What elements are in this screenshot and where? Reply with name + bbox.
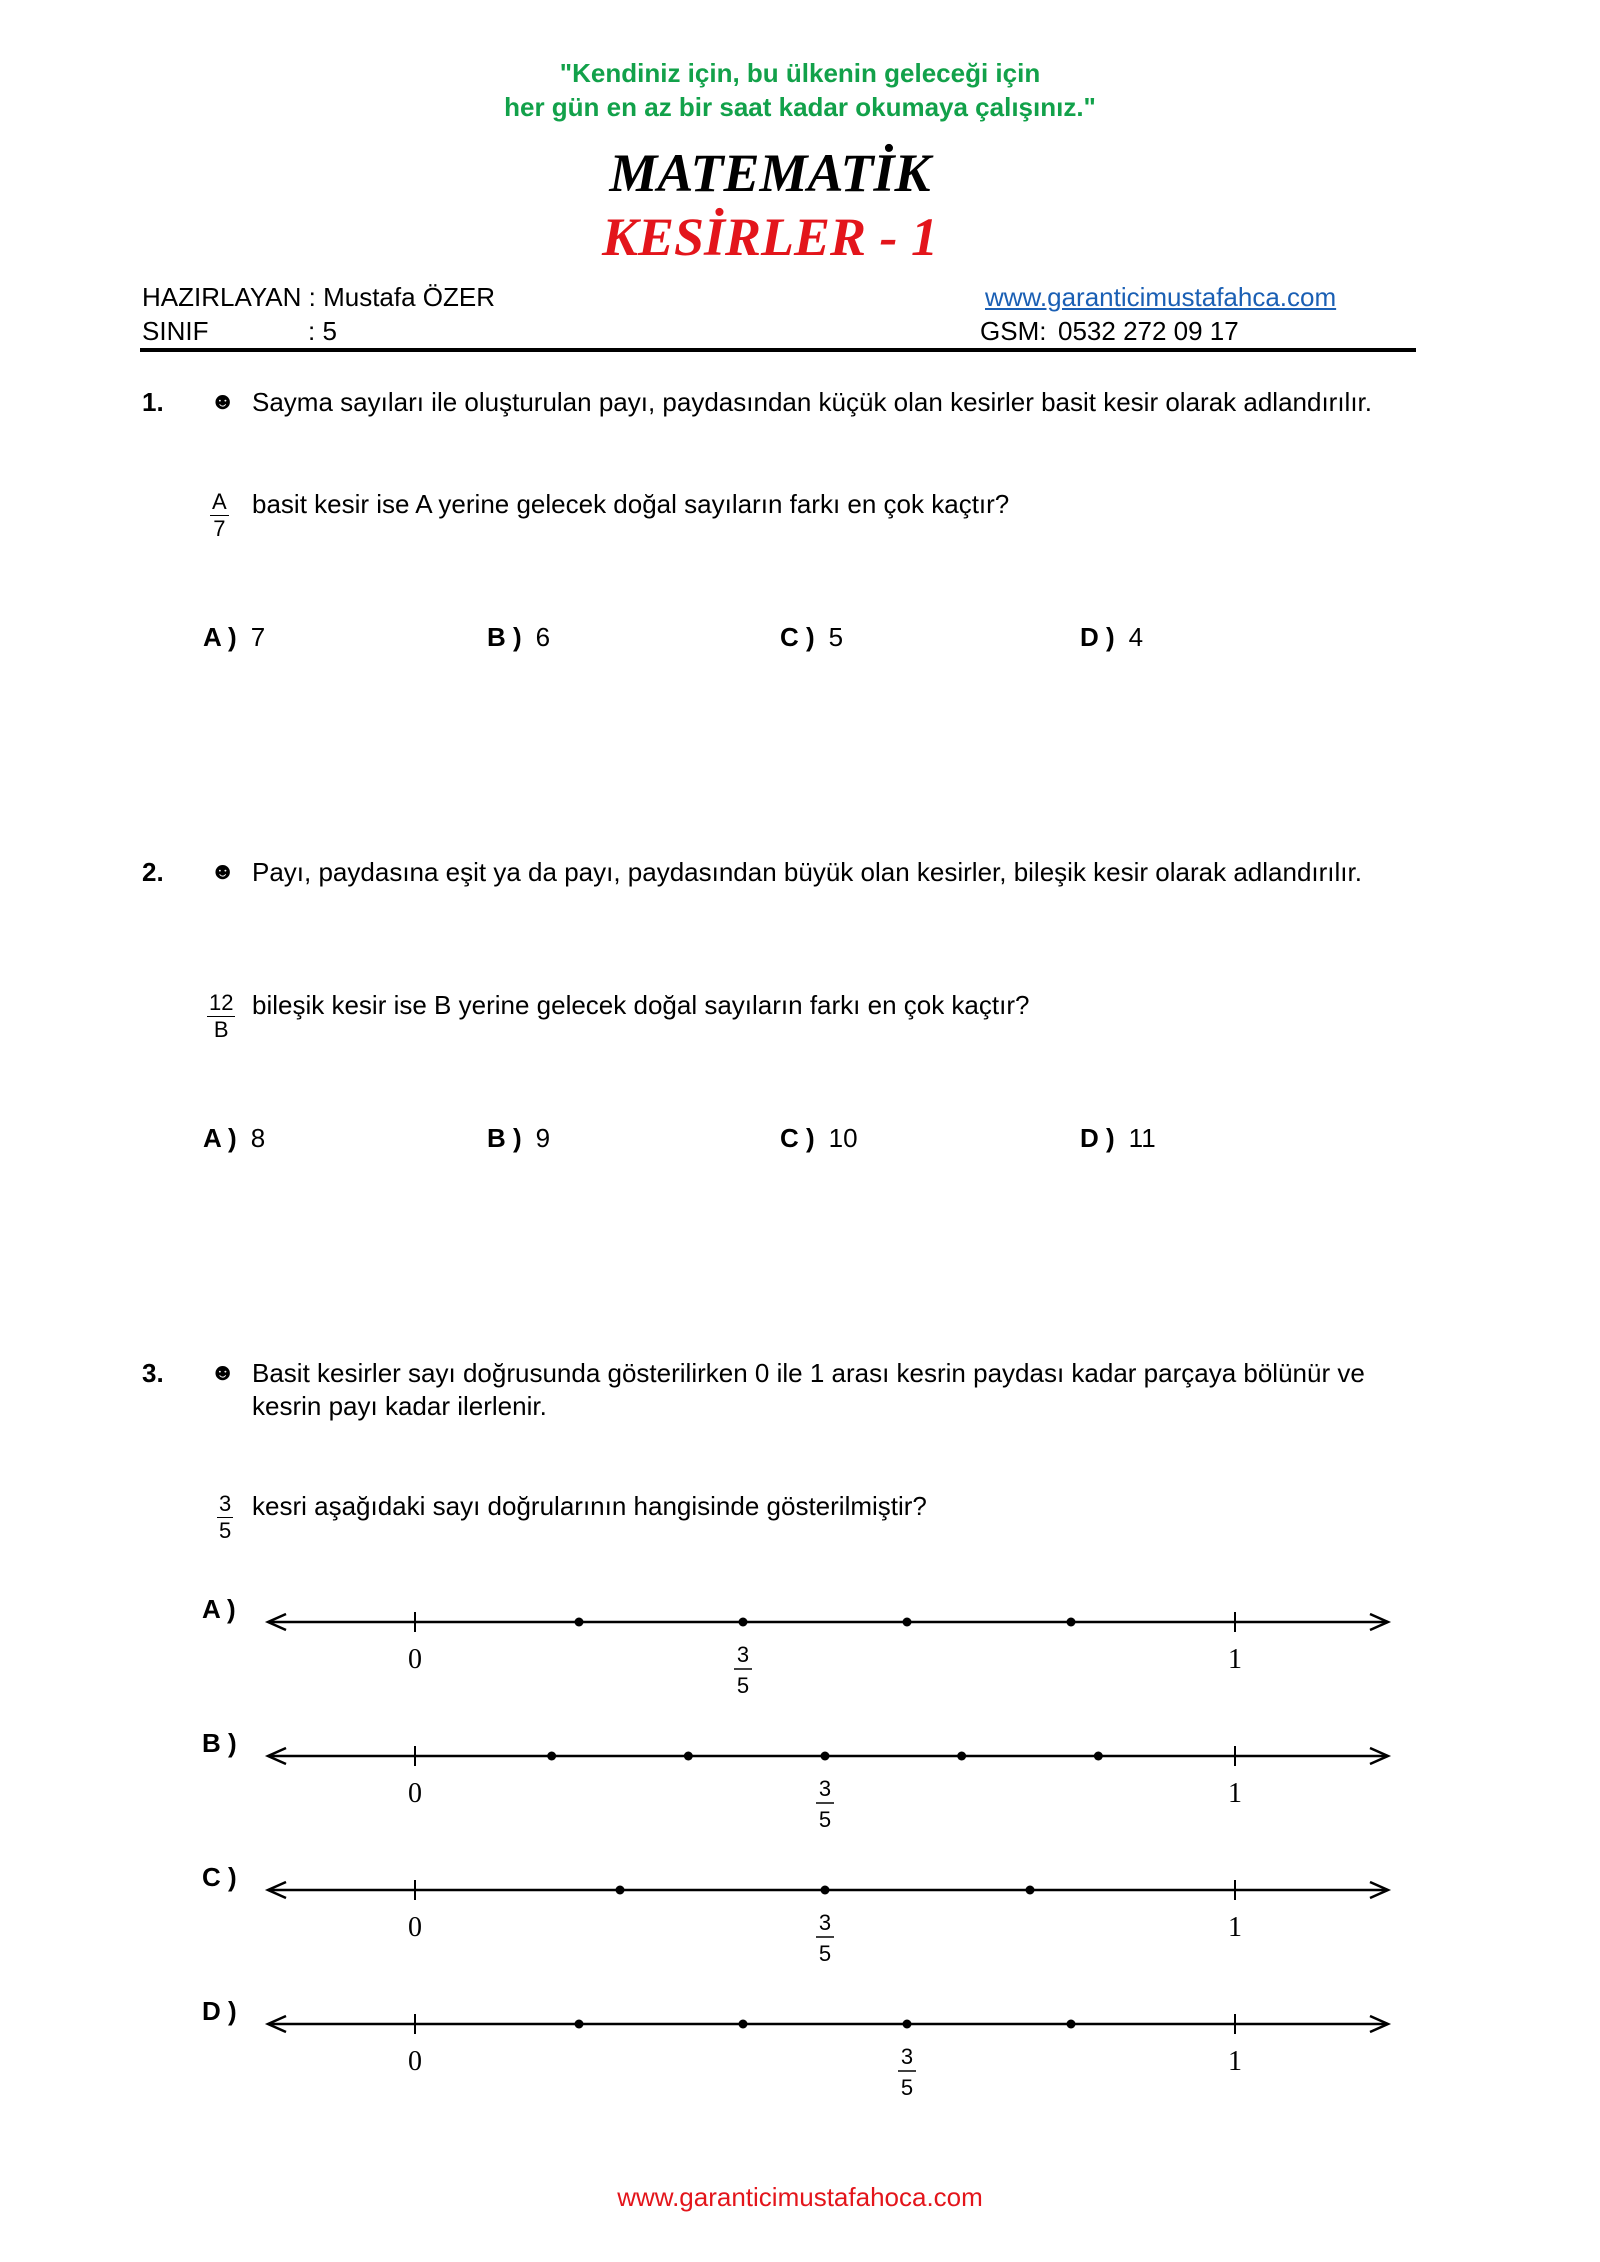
class-value: : 5	[308, 316, 337, 346]
label-one: 1	[1228, 1644, 1242, 1675]
website-link[interactable]: www.garanticimustafahca.com	[985, 282, 1337, 312]
division-point	[1094, 1752, 1103, 1761]
subject-title: MATEMATİK	[609, 143, 931, 203]
question-2-option-c[interactable]	[780, 1123, 858, 1154]
mark-denominator: 5	[818, 1807, 832, 1832]
division-point	[575, 2020, 584, 2029]
question-2-text: Payı, paydasına eşit ya da payı, paydasından büyük olan kesirler, bileşik kesir olarak adlandırılır.	[252, 857, 1362, 887]
gsm-label: GSM:	[980, 316, 1047, 346]
division-point	[547, 1752, 556, 1761]
question-2-number: 2.	[142, 857, 164, 887]
smiley-icon: ☻	[210, 858, 236, 885]
question-1-prompt: basit kesir ise A yerine gelecek doğal sayıların farkı en çok kaçtır?	[252, 489, 1010, 519]
option-label: D )	[1080, 1123, 1115, 1153]
fraction-numerator: A	[212, 489, 227, 514]
mark-numerator: 3	[736, 1642, 750, 1667]
number-line-a-label[interactable]: A )	[202, 1594, 236, 1624]
option-label: C )	[780, 1123, 815, 1153]
class-label: SINIF	[142, 316, 209, 346]
label-one: 1	[1228, 1778, 1242, 1809]
option-value: 8	[250, 1123, 266, 1153]
question-3-text: Basit kesirler sayı doğrusunda gösterilirken 0 ile 1 arası kesrin paydası kadar parçaya bölünür ve kesrin payı kadar ilerlenir.	[252, 1358, 1365, 1421]
option-value: 6	[535, 622, 551, 652]
label-zero: 0	[408, 1644, 422, 1675]
fraction-denominator: 7	[213, 516, 226, 541]
option-value: 10	[828, 1123, 858, 1153]
question-1-text: Sayma sayıları ile oluşturulan payı, paydasından küçük olan kesirler basit kesir olarak adlandırılır.	[252, 387, 1373, 417]
division-point	[903, 1618, 912, 1627]
division-point	[739, 2020, 748, 2029]
option-label: C )	[780, 622, 815, 652]
option-label: B )	[487, 1123, 522, 1153]
division-point	[821, 1752, 830, 1761]
number-line-b-label[interactable]: B )	[202, 1728, 237, 1758]
option-label: D )	[1080, 622, 1115, 652]
number-line-d[interactable]	[260, 1998, 1400, 2108]
division-point	[903, 2020, 912, 2029]
question-2-option-b[interactable]	[487, 1123, 550, 1154]
label-zero: 0	[408, 1912, 422, 1943]
label-one: 1	[1228, 2046, 1242, 2077]
option-value: 9	[535, 1123, 551, 1153]
question-2-option-d[interactable]	[1080, 1123, 1156, 1154]
label-one: 1	[1228, 1912, 1242, 1943]
quote-line-2: her gün en az bir saat kadar okumaya çalışınız."	[504, 92, 1096, 122]
division-point	[684, 1752, 693, 1761]
question-3-prompt: kesri aşağıdaki sayı doğrularının hangisinde gösterilmiştir?	[252, 1491, 927, 1521]
question-1-option-a[interactable]	[203, 622, 265, 653]
fraction-numerator: 3	[219, 1491, 232, 1516]
number-line-c[interactable]	[260, 1864, 1400, 1974]
smiley-icon: ☻	[210, 1359, 236, 1386]
number-line-c-label[interactable]: C )	[202, 1862, 237, 1892]
question-2-option-a[interactable]	[203, 1123, 265, 1154]
option-value: 11	[1128, 1123, 1156, 1153]
number-line-b[interactable]	[260, 1730, 1400, 1840]
division-point	[1067, 1618, 1076, 1627]
fraction-numerator: 12	[209, 990, 234, 1015]
mark-numerator: 3	[818, 1776, 832, 1801]
smiley-icon: ☻	[210, 388, 236, 415]
option-value: 4	[1128, 622, 1144, 652]
mark-numerator: 3	[818, 1910, 832, 1935]
question-1-fraction	[210, 489, 229, 542]
number-line-a[interactable]	[260, 1596, 1400, 1706]
number-line-d-label[interactable]: D )	[202, 1996, 237, 2026]
question-1-option-c[interactable]	[780, 622, 843, 653]
label-zero: 0	[408, 2046, 422, 2077]
question-2-prompt: bileşik kesir ise B yerine gelecek doğal sayıların farkı en çok kaçtır?	[252, 990, 1030, 1020]
option-value: 7	[250, 622, 266, 652]
fraction-denominator: B	[213, 1017, 229, 1042]
division-point	[575, 1618, 584, 1627]
question-1-option-b[interactable]	[487, 622, 550, 653]
mark-numerator: 3	[900, 2044, 914, 2069]
division-point	[1026, 1886, 1035, 1895]
division-point	[957, 1752, 966, 1761]
fraction-denominator: 5	[219, 1518, 232, 1543]
division-point	[1067, 2020, 1076, 2029]
question-3-number: 3.	[142, 1358, 164, 1388]
gsm-value: 0532 272 09 17	[1058, 316, 1239, 346]
header-divider	[140, 348, 1416, 352]
mark-denominator: 5	[900, 2075, 914, 2100]
question-1-option-d[interactable]	[1080, 622, 1143, 653]
mark-denominator: 5	[818, 1941, 832, 1966]
division-point	[739, 1618, 748, 1627]
option-label: B )	[487, 622, 522, 652]
mark-denominator: 5	[736, 1673, 750, 1698]
motivational-quote	[0, 56, 1600, 124]
question-3-fraction	[217, 1491, 233, 1544]
option-label: A )	[203, 1123, 237, 1153]
topic-title: KESİRLER - 1	[601, 207, 939, 267]
option-value: 5	[828, 622, 844, 652]
label-zero: 0	[408, 1778, 422, 1809]
division-point	[821, 1886, 830, 1895]
question-1-number: 1.	[142, 387, 164, 417]
division-point	[616, 1886, 625, 1895]
quote-line-1: "Kendiniz için, bu ülkenin geleceği için	[559, 58, 1041, 88]
question-2-fraction	[207, 990, 235, 1043]
option-label: A )	[203, 622, 237, 652]
footer-website: www.garanticimustafahoca.com	[617, 2182, 983, 2212]
author-label: HAZIRLAYAN : Mustafa ÖZER	[142, 282, 496, 312]
